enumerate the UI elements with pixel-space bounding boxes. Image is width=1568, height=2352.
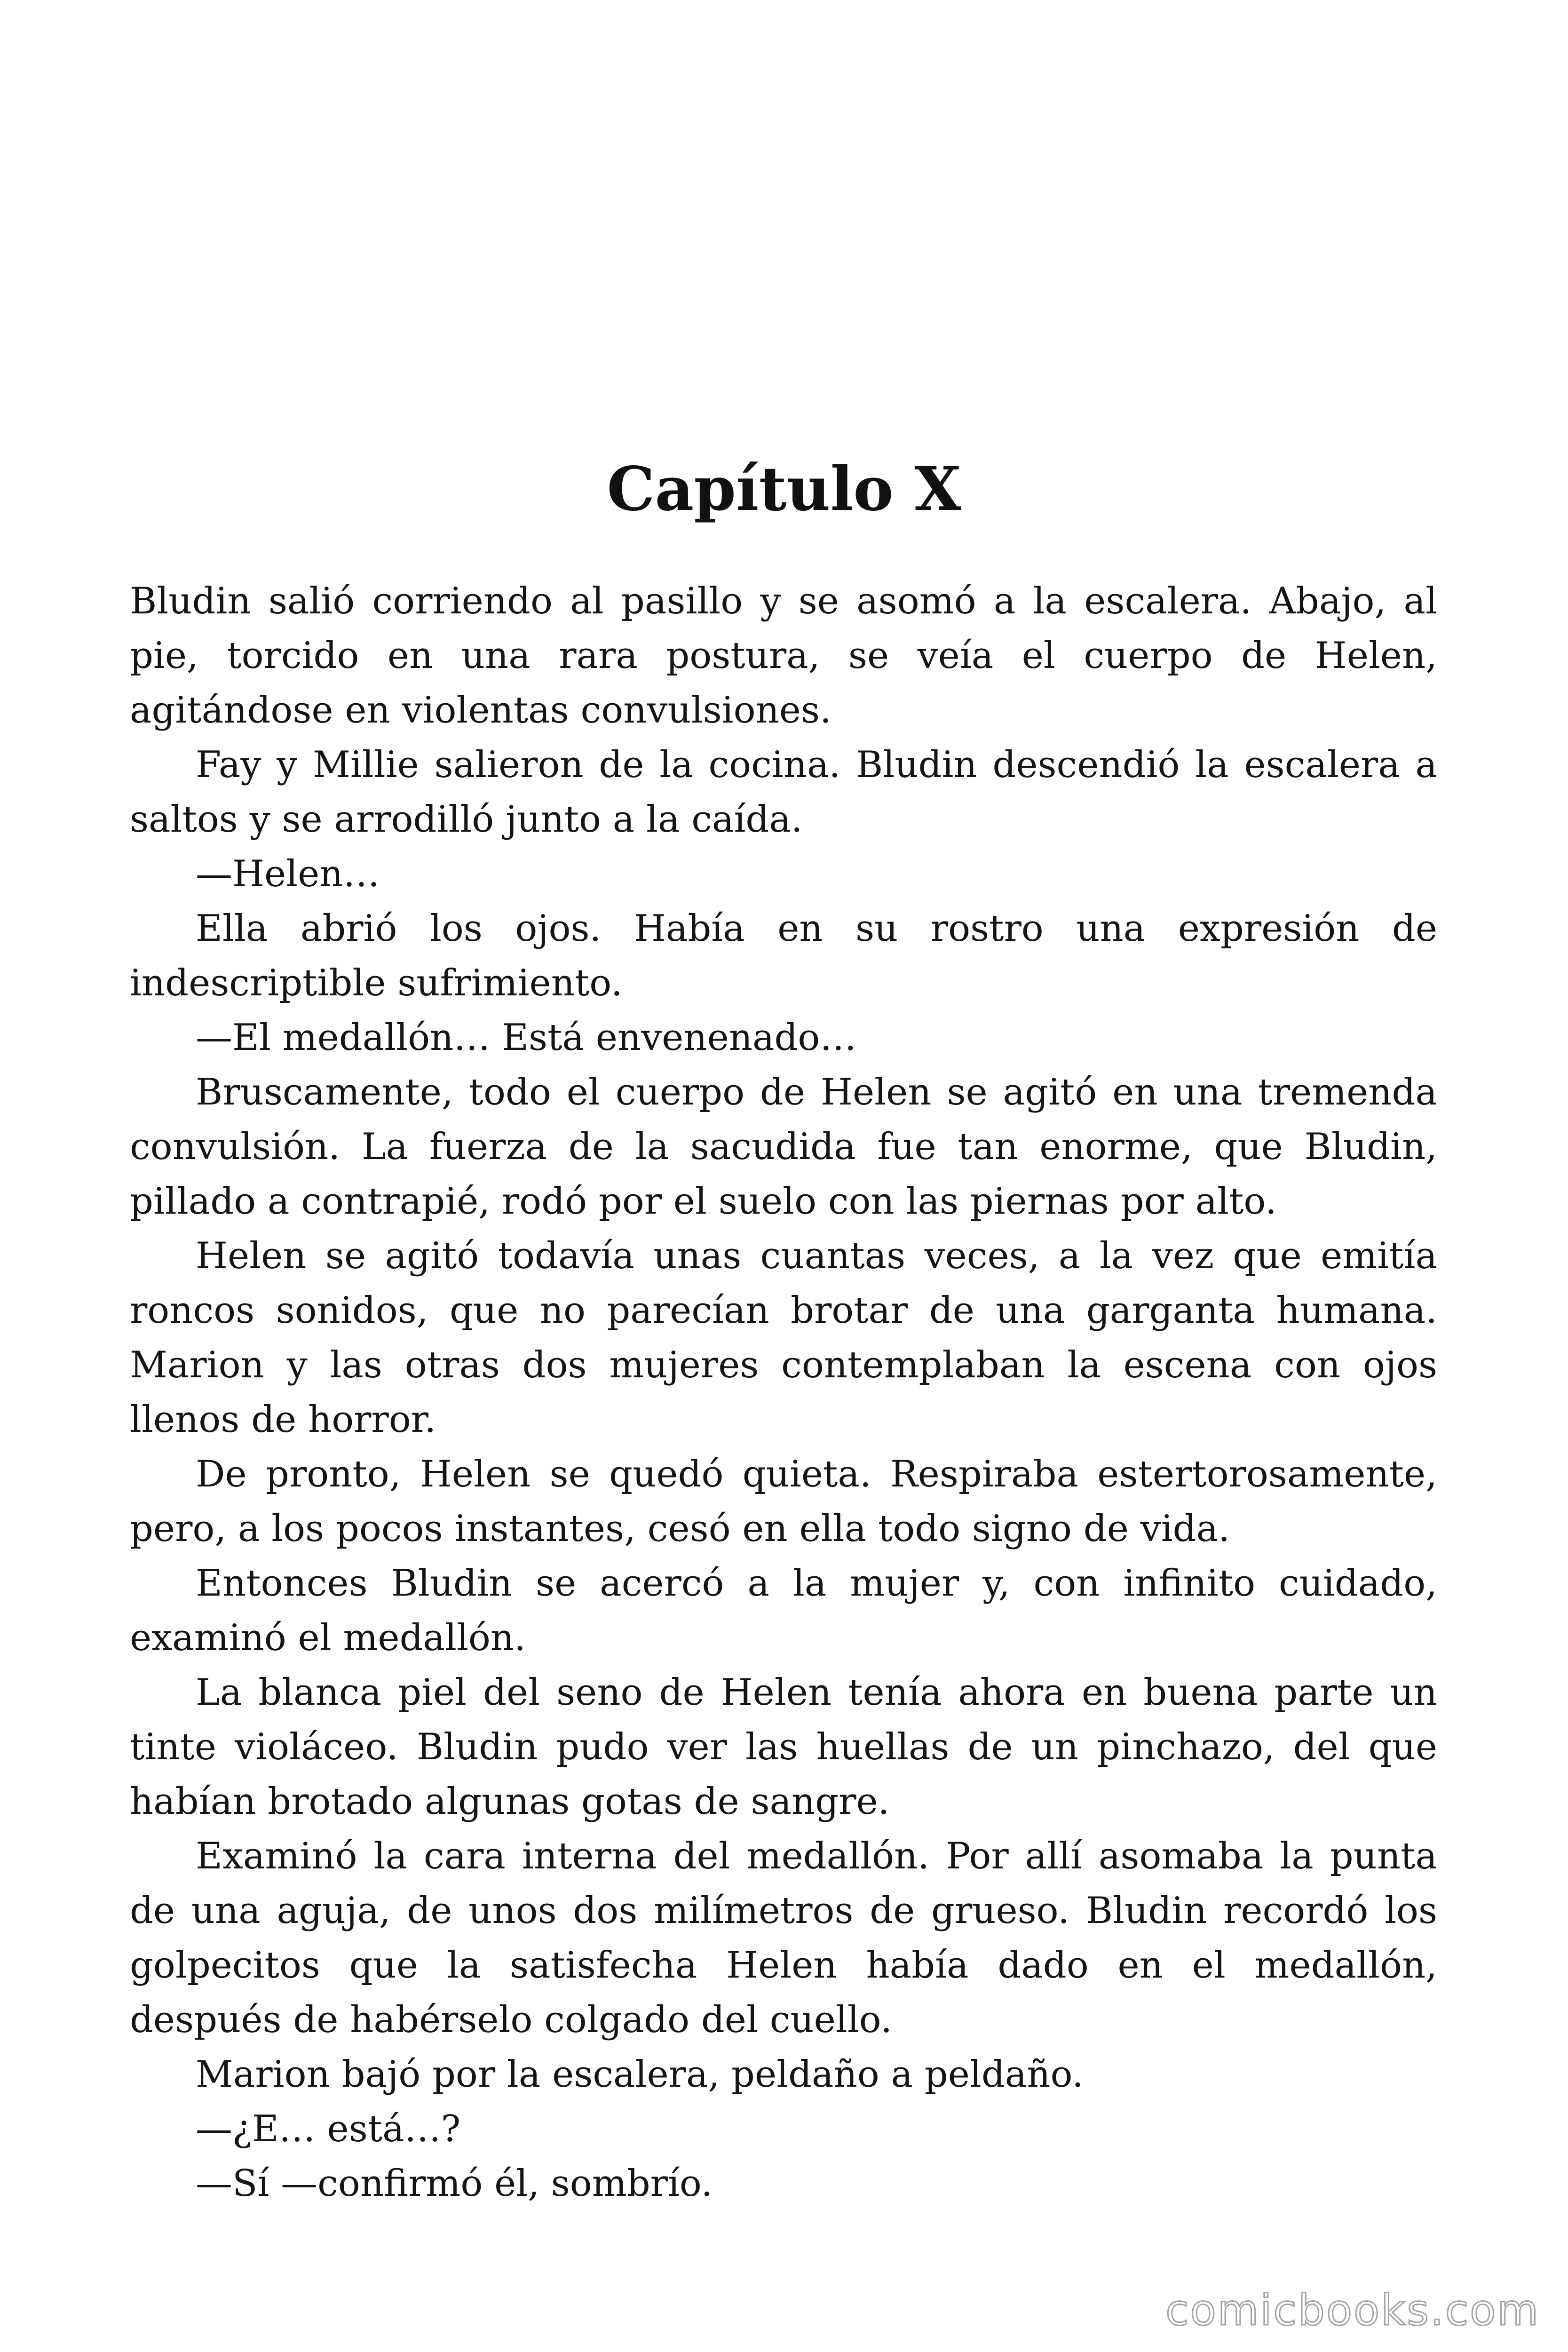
paragraph: De pronto, Helen se quedó quieta. Respiraba estertorosamente, pero, a los pocos instantes, cesó en ella todo signo de vida.	[130, 1453, 1437, 1550]
paragraph: Entonces Bludin se acercó a la mujer y, con infinito cuidado, examinó el medallón.	[130, 1562, 1437, 1659]
paragraph: Bruscamente, todo el cuerpo de Helen se agitó en una tremenda convulsión. La fuerza de la sacudida fue tan enorme, que Bludin, pillado a contrapié, rodó por el suelo con las piernas por alto.	[130, 1071, 1437, 1223]
watermark-logo: comicbooks.com	[1165, 2286, 1540, 2335]
paragraph: Fay y Millie salieron de la cocina. Bludin descendió la escalera a saltos y se arrodilló junto a la caída.	[130, 744, 1437, 841]
paragraph: Marion bajó por la escalera, peldaño a peldaño.	[196, 2053, 1084, 2096]
paragraph: Ella abrió los ojos. Había en su rostro una expresión de indescriptible sufrimiento.	[130, 907, 1437, 1004]
chapter-title: Capítulo X	[607, 454, 961, 524]
dialogue-line: —El medallón… Está envenenado…	[196, 1017, 857, 1059]
chapter-body	[130, 574, 1437, 2211]
dialogue-line: —Helen…	[196, 853, 380, 895]
paragraph: Helen se agitó todavía unas cuantas veces, a la vez que emitía roncos sonidos, que no parecían brotar de una garganta humana. Marion y las otras dos mujeres contemplaban la escena con ojos llenos de horror.	[130, 1235, 1437, 1441]
dialogue-line: —Sí —confirmó él, sombrío.	[196, 2162, 713, 2205]
paragraph: Bludin salió corriendo al pasillo y se asomó a la escalera. Abajo, al pie, torcido en una rara postura, se veía el cuerpo de Helen, agitándose en violentas convulsiones.	[130, 580, 1437, 731]
dialogue-line: —¿E… está…?	[196, 2108, 461, 2150]
paragraph: Examinó la cara interna del medallón. Por allí asomaba la punta de una aguja, de unos dos milímetros de grueso. Bludin recordó los golpecitos que la satisfecha Helen había dado en el medallón, después de habérselo colgado del cuello.	[130, 1835, 1437, 2041]
paragraph: La blanca piel del seno de Helen tenía ahora en buena parte un tinte violáceo. Bludin pudo ver las huellas de un pinchazo, del que habían brotado algunas gotas de sangre.	[130, 1671, 1437, 1823]
